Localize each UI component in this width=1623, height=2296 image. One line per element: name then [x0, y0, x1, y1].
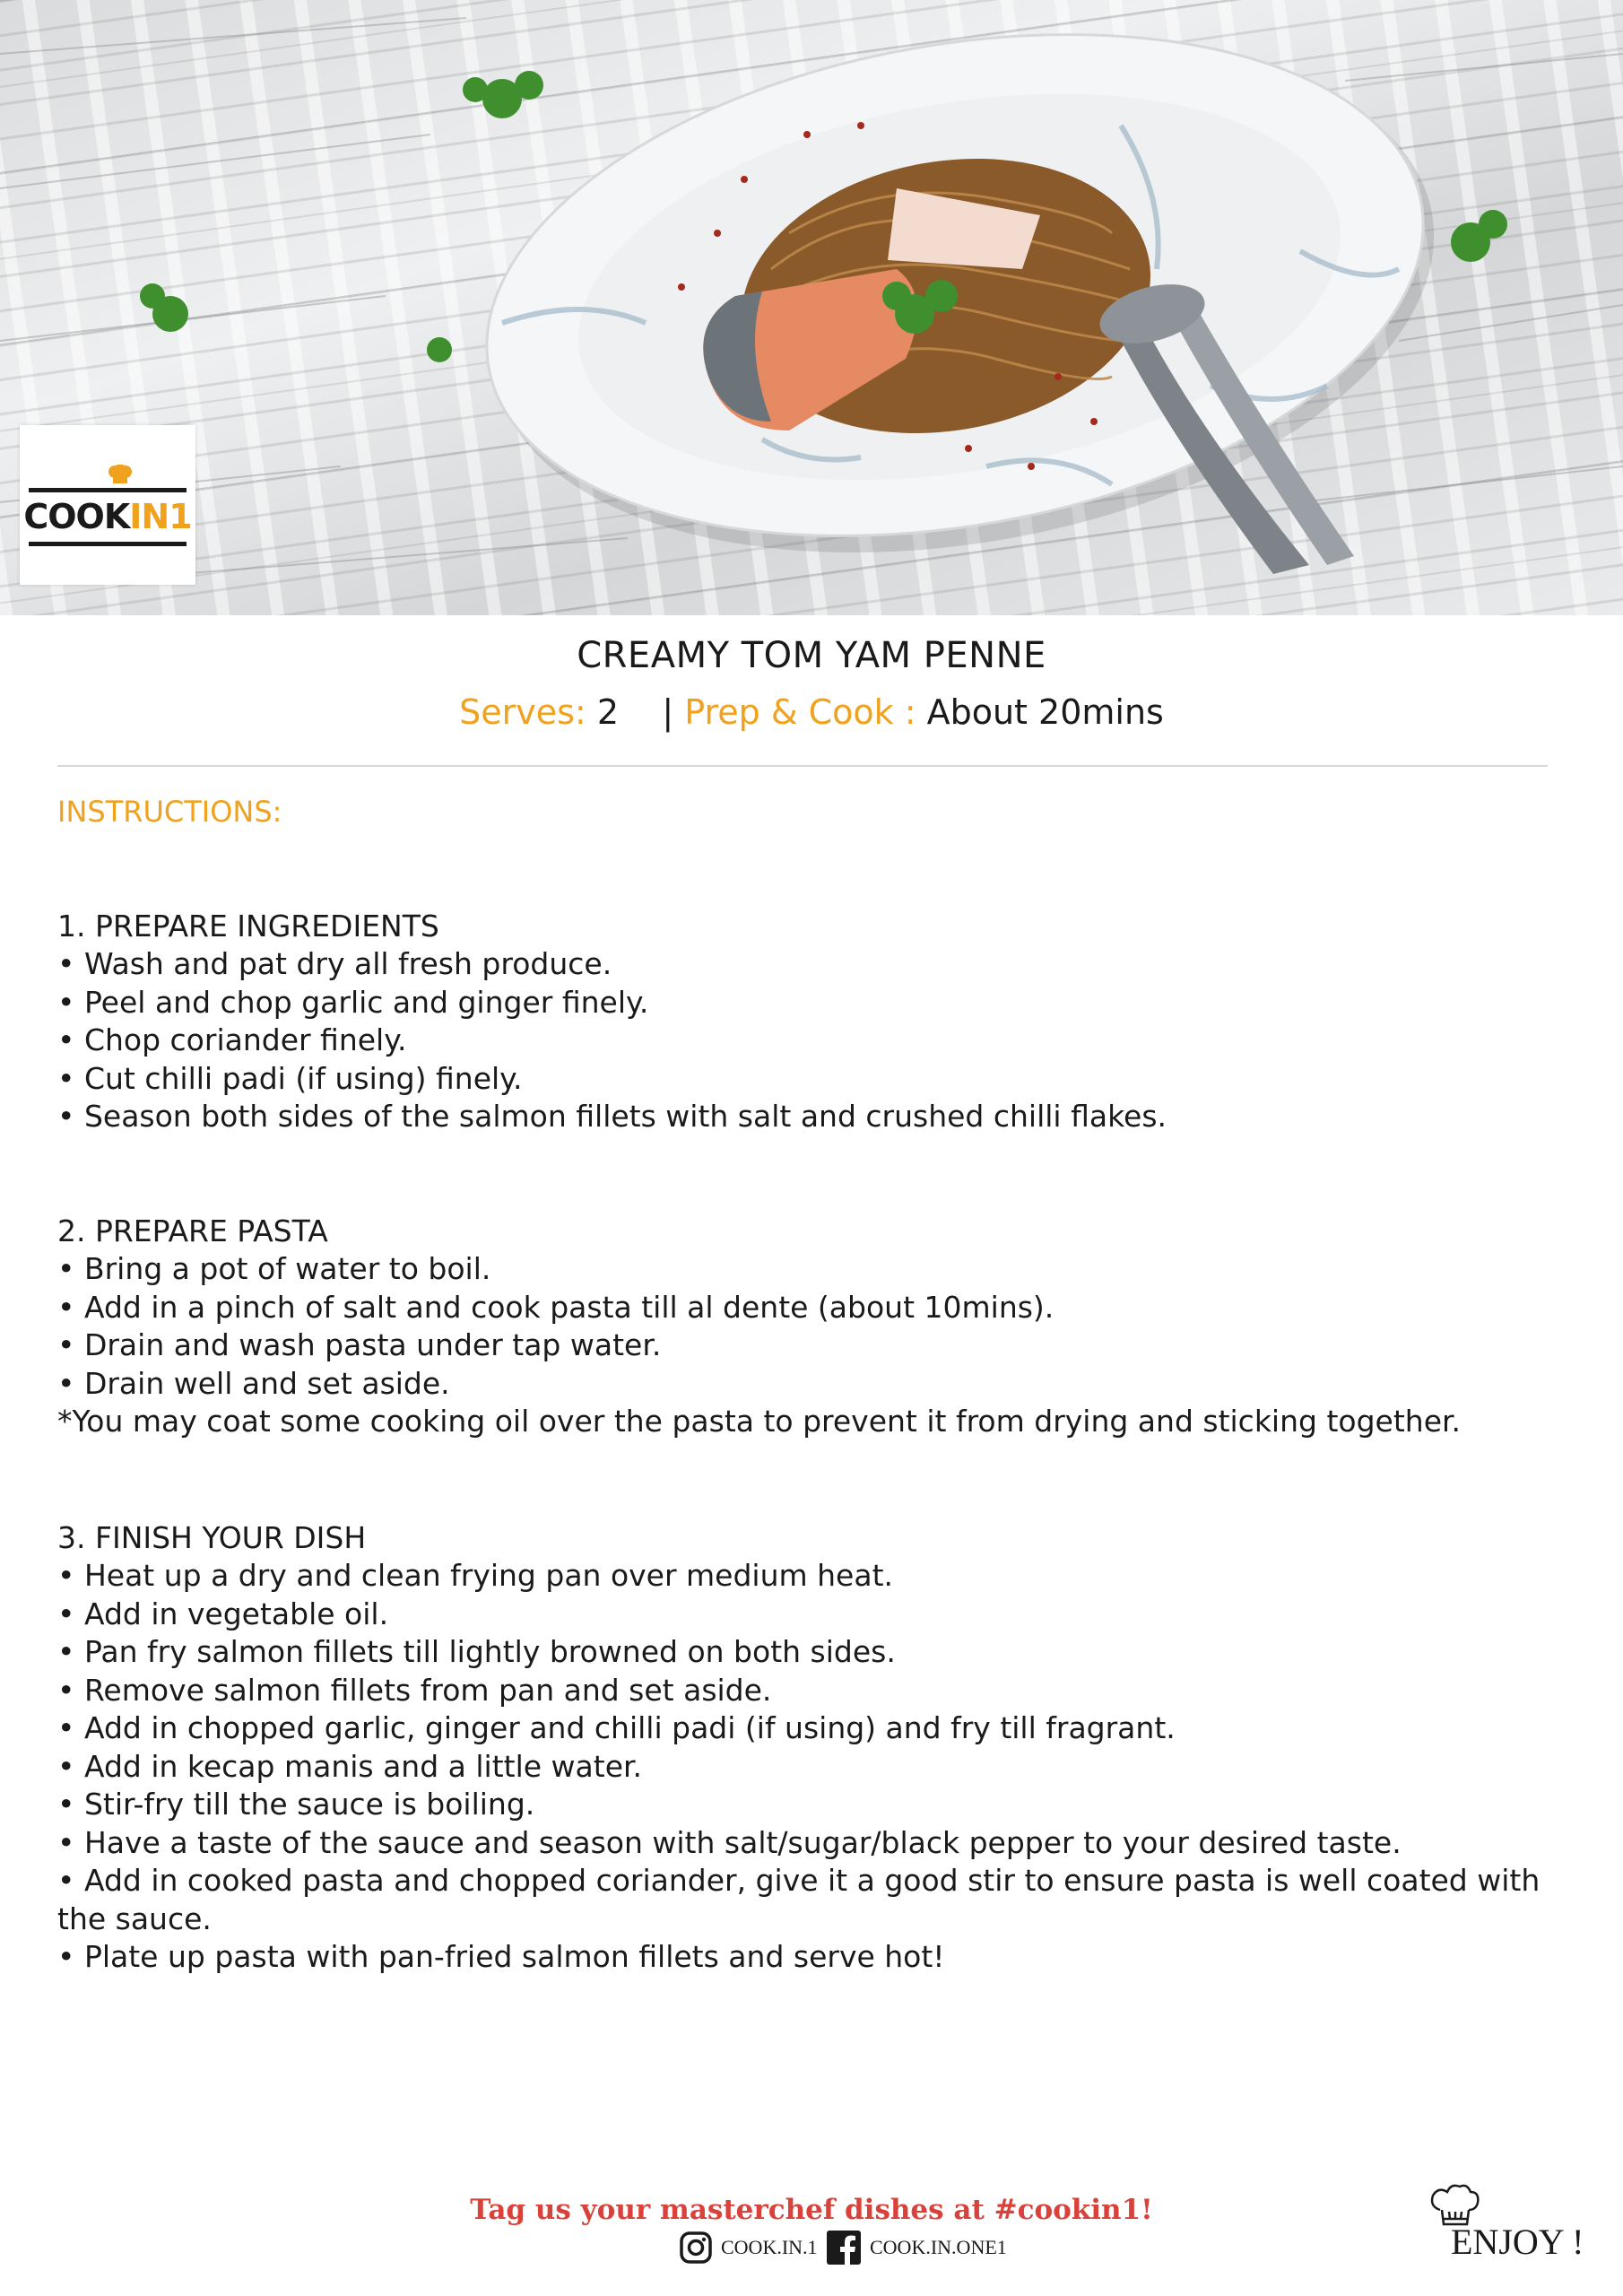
step-item: • Drain and wash pasta under tap water. — [57, 1327, 662, 1362]
instagram-handle: COOK.IN.1 — [721, 2236, 818, 2258]
step-item: • Add in a pinch of salt and cook pasta till al dente (about 10mins). — [57, 1289, 1055, 1325]
step-item: • Have a taste of the sauce and season with salt/sugar/black pepper to your desired taste. — [57, 1824, 1402, 1860]
hero-photo — [0, 0, 1623, 615]
step-item: • Add in vegetable oil. — [57, 1596, 389, 1631]
step-item: • Drain well and set aside. — [57, 1365, 450, 1401]
step-item: • Peel and chop garlic and ginger finely. — [57, 984, 649, 1020]
recipe-title: CREAMY TOM YAM PENNE — [577, 635, 1046, 676]
facebook-link[interactable] — [827, 2230, 1007, 2266]
instructions-heading: INSTRUCTIONS: — [57, 795, 282, 829]
instagram-icon — [680, 2231, 712, 2264]
step-item: • Wash and pat dry all fresh produce. — [57, 946, 612, 981]
cookin1-logo — [20, 425, 195, 585]
chef-hat-icon — [108, 465, 133, 484]
step-list — [57, 1557, 1582, 1977]
section-title: 1. PREPARE INGREDIENTS — [57, 909, 439, 944]
step-item: • Plate up pasta with pan-fried salmon fillets and serve hot! — [57, 1939, 945, 1974]
instagram-link[interactable] — [680, 2230, 818, 2266]
prep-label: Prep & Cook : — [684, 692, 916, 732]
section-prepare-ingredients — [57, 908, 1582, 1136]
step-item: • Add in chopped garlic, ginger and chilli padi (if using) and fry till fragrant. — [57, 1710, 1176, 1745]
step-item: • Add in kecap manis and a little water. — [57, 1748, 643, 1784]
pasta-note: *You may coat some cooking oil over the pasta to prevent it from drying and sticking together. — [57, 1404, 1462, 1439]
step-list — [57, 1250, 1582, 1403]
logo-text: COOKIN1 — [23, 497, 192, 536]
facebook-handle: COOK.IN.ONE1 — [870, 2236, 1007, 2258]
serves-value: 2 — [596, 692, 620, 732]
step-item: • Bring a pot of water to boil. — [57, 1251, 491, 1286]
step-item: • Remove salmon fillets from pan and set aside. — [57, 1672, 772, 1708]
section-title: 3. FINISH YOUR DISH — [57, 1520, 367, 1555]
section-finish-dish — [57, 1519, 1582, 1977]
section-prepare-pasta — [57, 1213, 1582, 1441]
prep-value: About 20mins — [926, 692, 1164, 732]
step-item: • Stir-fry till the sauce is boiling. — [57, 1787, 535, 1822]
logo-line-top — [29, 488, 187, 492]
logo-line-bottom — [29, 542, 187, 546]
header-divider — [57, 765, 1548, 767]
step-item: • Pan fry salmon fillets till lightly browned on both sides. — [57, 1634, 896, 1669]
enjoy-text: ENJOY ! — [1451, 2222, 1584, 2262]
step-item: • Heat up a dry and clean frying pan over medium heat. — [57, 1558, 894, 1593]
step-item: • Add in cooked pasta and chopped coriander, give it a good stir to ensure pasta is well coated with the sauce. — [57, 1863, 1541, 1936]
step-item: • Cut chilli padi (if using) finely. — [57, 1060, 523, 1096]
step-item: • Chop coriander finely. — [57, 1022, 407, 1057]
facebook-icon — [827, 2231, 861, 2265]
footer-tagline: Tag us your masterchef dishes at #cookin1! — [470, 2194, 1153, 2226]
step-list — [57, 945, 1582, 1136]
recipe-meta — [0, 692, 1623, 732]
section-title: 2. PREPARE PASTA — [57, 1213, 328, 1248]
meta-separator: | — [662, 692, 674, 732]
dish-illustration — [0, 0, 1623, 615]
step-item: • Season both sides of the salmon fillets with salt and crushed chilli flakes. — [57, 1099, 1167, 1134]
serves-label: Serves: — [459, 692, 586, 732]
